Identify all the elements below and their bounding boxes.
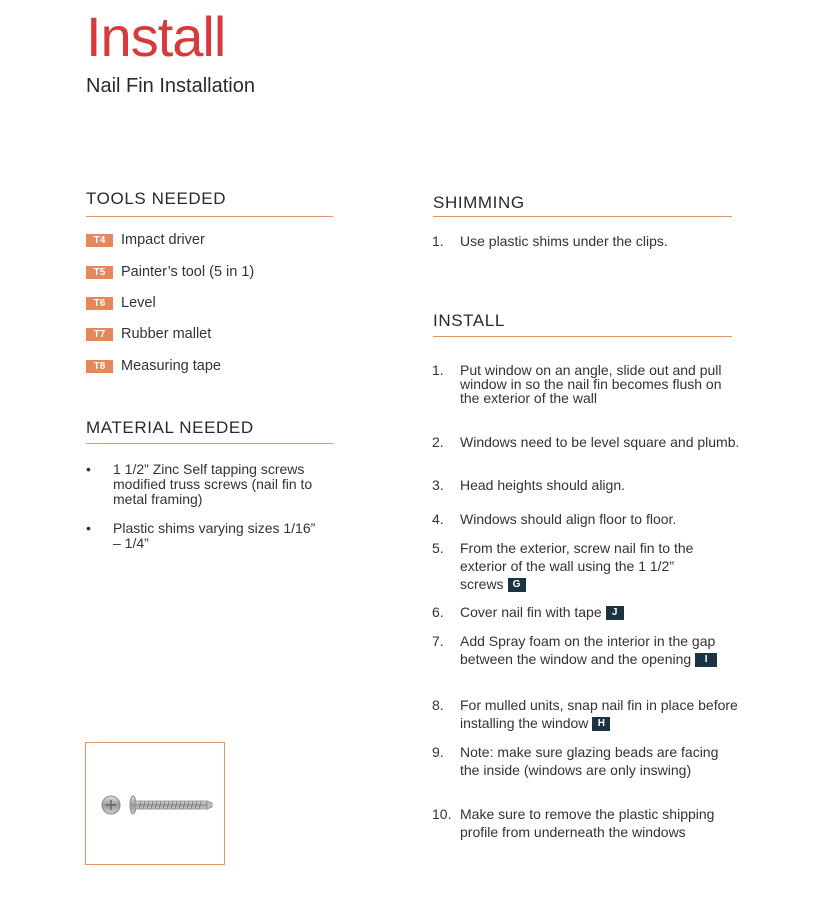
screw-image-frame [85, 742, 225, 865]
step-number: 4. [432, 511, 444, 527]
figure-ref-badge: J [606, 606, 624, 620]
install-step [420, 805, 738, 841]
step-text: Windows should align floor to floor. [460, 511, 677, 527]
material-text: 1 1/2” Zinc Self tapping screws modified truss screws (nail fin to metal framing) [113, 461, 313, 507]
material-text: Plastic shims varying sizes 1/16” – 1/4” [113, 520, 316, 551]
install-step [420, 603, 740, 621]
tool-label: Rubber mallet [121, 326, 212, 342]
page-subtitle: Nail Fin Installation [86, 75, 255, 97]
install-step [420, 539, 720, 593]
step-number: 8. [432, 697, 444, 713]
shimming-divider [433, 216, 732, 217]
step-text: Make sure to remove the plastic shipping profile from underneath the windows [460, 806, 715, 840]
tool-label: Measuring tape [121, 358, 221, 374]
tool-code-badge: T4 [86, 234, 113, 247]
screw-icon [86, 743, 224, 864]
step-number: 7. [432, 633, 444, 649]
step-text: Note: make sure glazing beads are facing the inside (windows are only inswing) [460, 744, 719, 778]
tool-item [86, 295, 156, 311]
step-number: 5. [432, 540, 444, 556]
bullet: • [86, 520, 91, 536]
step-text: Add Spray foam on the interior in the gap between the window and the opening I [460, 633, 716, 667]
material-item [86, 521, 316, 551]
figure-ref-badge: H [592, 717, 610, 731]
tool-item [86, 232, 205, 248]
step-number: 9. [432, 744, 444, 760]
step-text: Cover nail fin with tape J [460, 603, 740, 621]
tool-label: Level [121, 295, 156, 311]
tool-code-badge: T7 [86, 328, 113, 341]
step-text: Windows need to be level square and plumb. [460, 434, 740, 450]
tool-code-badge: T5 [86, 266, 113, 279]
shimming-step [420, 232, 740, 250]
material-item [86, 462, 336, 507]
install-step [420, 435, 740, 449]
install-step [420, 632, 738, 668]
tools-divider [86, 216, 333, 217]
step-number: 2. [432, 434, 444, 450]
step-text: Head heights should align. [460, 477, 626, 493]
install-heading: INSTALL [433, 311, 505, 330]
install-step [420, 363, 740, 405]
tool-item [86, 264, 254, 280]
step-number: 10. [432, 806, 452, 822]
bullet: • [86, 461, 91, 477]
page-title: Install [86, 5, 226, 68]
step-text: Use plastic shims under the clips. [460, 233, 668, 249]
step-text: For mulled units, snap nail fin in place before installing the window H [460, 697, 738, 731]
tool-code-badge: T8 [86, 360, 113, 373]
step-number: 6. [432, 604, 444, 620]
shimming-heading: SHIMMING [433, 193, 525, 212]
step-number: 3. [432, 477, 444, 493]
figure-ref-badge: G [508, 578, 526, 592]
install-step [420, 510, 740, 528]
install-step [420, 743, 730, 779]
step-text: Put window on an angle, slide out and pull window in so the nail fin becomes flush on the exterior of the wall [460, 362, 722, 406]
step-number: 1. [432, 362, 444, 378]
tool-code-badge: T6 [86, 297, 113, 310]
material-heading: MATERIAL NEEDED [86, 418, 254, 437]
install-divider [433, 336, 732, 337]
step-text: From the exterior, screw nail fin to the exterior of the wall using the 1 1/2” screws G [460, 540, 694, 592]
material-divider [86, 443, 333, 444]
tool-item [86, 326, 211, 342]
install-step [420, 696, 740, 732]
figure-ref-badge: I [695, 653, 717, 667]
tools-heading: TOOLS NEEDED [86, 189, 227, 208]
tool-item [86, 358, 221, 374]
tool-label: Impact driver [121, 232, 205, 248]
tool-label: Painter’s tool (5 in 1) [121, 264, 255, 280]
step-number: 1. [432, 233, 444, 249]
install-step [420, 476, 740, 494]
